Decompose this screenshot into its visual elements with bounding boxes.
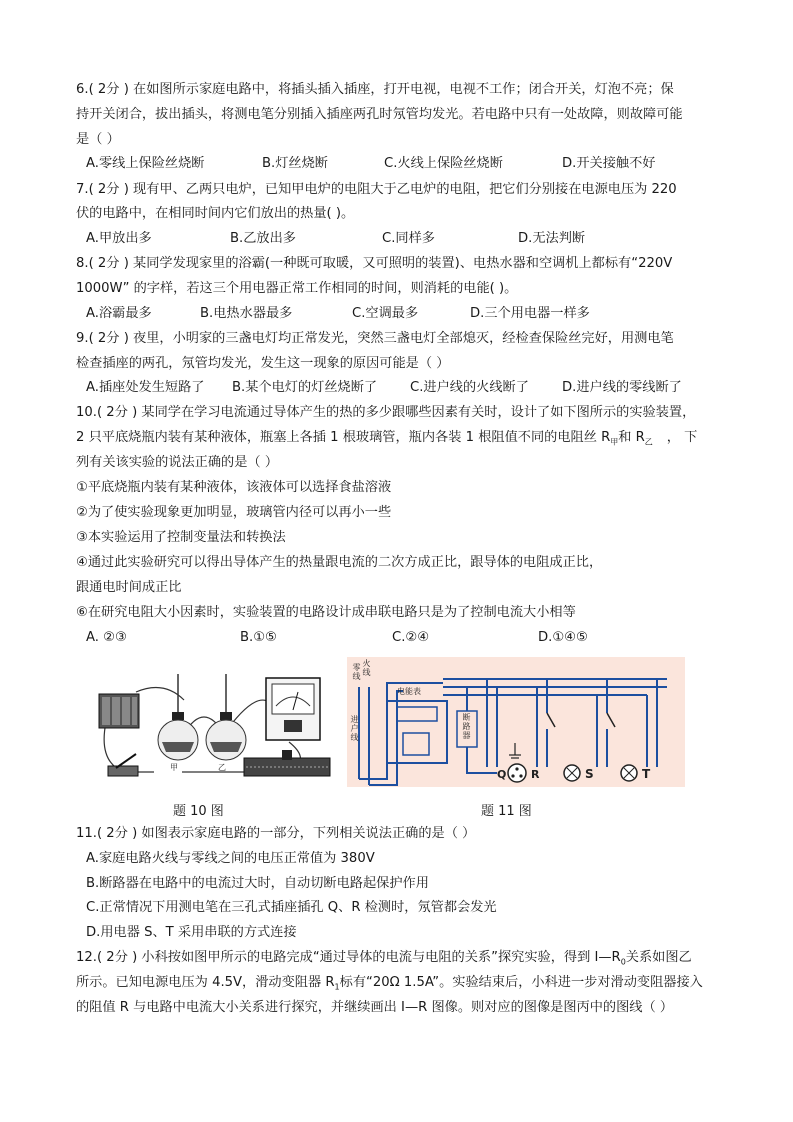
figure-10-label-yi: 乙 [218, 763, 226, 772]
q10-sub-jia: 甲 [610, 437, 619, 447]
q10-option-d[interactable]: D.①④⑤ [538, 630, 588, 645]
q12-sub-0: 0 [620, 957, 626, 967]
battery-pack [99, 694, 139, 728]
q12-sub-1: 1 [334, 982, 340, 992]
q10-statement-5: ⑥在研究电阻大小因素时，实验装置的电路设计成串联电路只是为了控制电流大小相等 [76, 605, 576, 620]
figure-11-inlet-label: 进户线 [350, 715, 359, 742]
lamp-s [564, 765, 580, 781]
flask-jia [158, 674, 198, 760]
q11-option-a[interactable]: A.家庭电路火线与零线之间的电压正常值为 380V [86, 851, 375, 866]
ground-symbol [509, 743, 521, 758]
q11-option-b[interactable]: B.断路器在电路中的电流过大时，自动切断电路起保护作用 [86, 876, 429, 891]
figure-11-label-s: S [585, 767, 594, 781]
q6-stem-line-1: 6.( 2分 ) 在如图所示家庭电路中，将插头插入插座，打开电视，电视不工作；闭合开关，灯泡不亮；保 [76, 82, 674, 97]
figure-11-label-t: T [642, 767, 651, 781]
q7-option-d[interactable]: D.无法判断 [518, 231, 586, 246]
ammeter [266, 678, 320, 740]
figure-10-apparatus [94, 672, 336, 790]
figure-11-drawing [347, 657, 685, 787]
three-hole-socket [508, 764, 526, 782]
q12-stem-line-2 [76, 973, 703, 997]
figure-10-drawing [94, 672, 336, 790]
q6-option-a[interactable]: A.零线上保险丝烧断 [86, 156, 205, 171]
q9-stem-line-1: 9.( 2分 ) 夜里，小明家的三盏电灯均正常发光，突然三盏电灯全部熄灭，经检查保险丝完好，用测电笔 [76, 331, 674, 346]
q10-sub-yi: 乙 [644, 437, 653, 447]
q12-stem-line-2b: 标有“20Ω 1.5A”。实验结束后，小科进一步对滑动变阻器接入 [339, 975, 703, 990]
q9-option-d[interactable]: D.进户线的零线断了 [562, 380, 682, 395]
q8-stem-line-2: 1000W” 的字样，若这三个用电器正常工作相同的时间，则消耗的电能( )。 [76, 281, 518, 296]
figure-11-live-label: 火线 [362, 659, 371, 677]
figure-11-breaker-label: 断路器 [462, 713, 471, 740]
q9-option-c[interactable]: C.进户线的火线断了 [410, 380, 529, 395]
q7-stem-line-1: 7.( 2分 ) 现有甲、乙两只电炉，已知甲电炉的电阻大于乙电炉的电阻，把它们分别接在电源电压为 220 [76, 182, 677, 197]
switch-1 [547, 713, 555, 727]
q12-stem-line-1a: 12.( 2分 ) 小科按如图甲所示的电路完成“通过导体的电流与电阻的关系”探究实验，得到 I—R [76, 950, 621, 965]
q6-stem-line-3: 是（ ） [76, 132, 120, 147]
q10-statement-4: ④通过此实验研究可以得出导体产生的热量跟电流的二次方成正比，跟导体的电阻成正比， [76, 555, 603, 570]
figure-11-label-q: Q [497, 768, 507, 781]
figure-11-circuit [347, 657, 685, 787]
figure-10-label-jia: 甲 [170, 763, 178, 772]
rheostat [244, 750, 330, 776]
q12-stem-line-3: 的阻值 R 与电路中电流大小关系进行探究，并继续画出 I—R 图像。则对应的图像是图丙中的图线（ ） [76, 1000, 674, 1015]
q12-stem-line-2a: 所示。已知电源电压为 4.5V，滑动变阻器 R [76, 975, 335, 990]
q12-stem-line-1 [76, 948, 692, 972]
q6-option-b[interactable]: B.灯丝烧断 [262, 156, 328, 171]
q7-option-b[interactable]: B.乙放出多 [230, 231, 296, 246]
q8-option-d[interactable]: D.三个用电器一样多 [470, 306, 590, 321]
q10-statement-1: ①平底烧瓶内装有某种液体，该液体可以选择食盐溶液 [76, 480, 392, 495]
q8-option-a[interactable]: A.浴霸最多 [86, 306, 152, 321]
q8-stem-line-1: 8.( 2分 ) 某同学发现家里的浴霸(一种既可取暖，又可照明的装置)、电热水器和空调机上都标有“220V [76, 256, 673, 271]
figure-10-caption: 题 10 图 [173, 804, 224, 819]
q10-stem-and: 和 R [618, 430, 645, 445]
q11-option-c[interactable]: C.正常情况下用测电笔在三孔式插座插孔 Q、R 检测时，氖管都会发光 [86, 900, 497, 915]
figure-11-label-r: R [531, 768, 540, 781]
q10-stem-tail: ， 下 [666, 430, 698, 445]
q9-stem-line-2: 检查插座的两孔，氖管均发光，发生这一现象的原因可能是（ ） [76, 356, 450, 371]
q10-stem-line-3: 列有关该实验的说法正确的是（ ） [76, 455, 279, 470]
q10-statement-2: ②为了使实验现象更加明显，玻璃管内径可以再小一些 [76, 505, 392, 520]
q12-stem-line-1b: 关系如图乙 [625, 950, 692, 965]
q7-option-a[interactable]: A.甲放出多 [86, 231, 152, 246]
q8-option-b[interactable]: B.电热水器最多 [200, 306, 293, 321]
q9-option-b[interactable]: B.某个电灯的灯丝烧断了 [232, 380, 378, 395]
switch-2 [607, 713, 615, 727]
q11-stem: 11.( 2分 ) 如图表示家庭电路的一部分，下列相关说法正确的是（ ） [76, 826, 476, 841]
q10-option-a[interactable]: A. ②③ [86, 630, 127, 645]
q7-option-c[interactable]: C.同样多 [382, 231, 435, 246]
figure-11-meter-label: 电能表 [397, 687, 421, 696]
q7-stem-line-2: 伏的电路中，在相同时间内它们放出的热量( )。 [76, 206, 355, 221]
q10-statement-4-cont: 跟通电时间成正比 [76, 580, 182, 595]
q8-option-c[interactable]: C.空调最多 [352, 306, 419, 321]
q10-option-c[interactable]: C.②④ [392, 630, 430, 645]
q10-statement-3: ③本实验运用了控制变量法和转换法 [76, 530, 286, 545]
figure-11-neutral-label: 零线 [352, 663, 361, 681]
q10-stem-line-2 [76, 428, 697, 452]
q6-option-d[interactable]: D.开关接触不好 [562, 156, 656, 171]
q10-stem-line-2-text: 2 只平底烧瓶内装有某种液体，瓶塞上各插 1 根玻璃管，瓶内各装 1 根阻值不同的电阻丝 R [76, 430, 611, 445]
q10-stem-line-1: 10.( 2分 ) 某同学在学习电流通过导体产生的热的多少跟哪些因素有关时，设计了如下图所示的实验装置， [76, 405, 696, 420]
q9-option-a[interactable]: A.插座处发生短路了 [86, 380, 205, 395]
q11-option-d[interactable]: D.用电器 S、T 采用串联的方式连接 [86, 925, 297, 940]
q6-option-c[interactable]: C.火线上保险丝烧断 [384, 156, 503, 171]
figure-11-caption: 题 11 图 [481, 804, 532, 819]
q6-stem-line-2: 持开关闭合，拔出插头，将测电笔分别插入插座两孔时氖管均发光。若电路中只有一处故障，则故障可能 [76, 107, 683, 122]
q10-option-b[interactable]: B.①⑤ [240, 630, 277, 645]
lamp-t [621, 765, 637, 781]
flask-yi [206, 674, 246, 760]
